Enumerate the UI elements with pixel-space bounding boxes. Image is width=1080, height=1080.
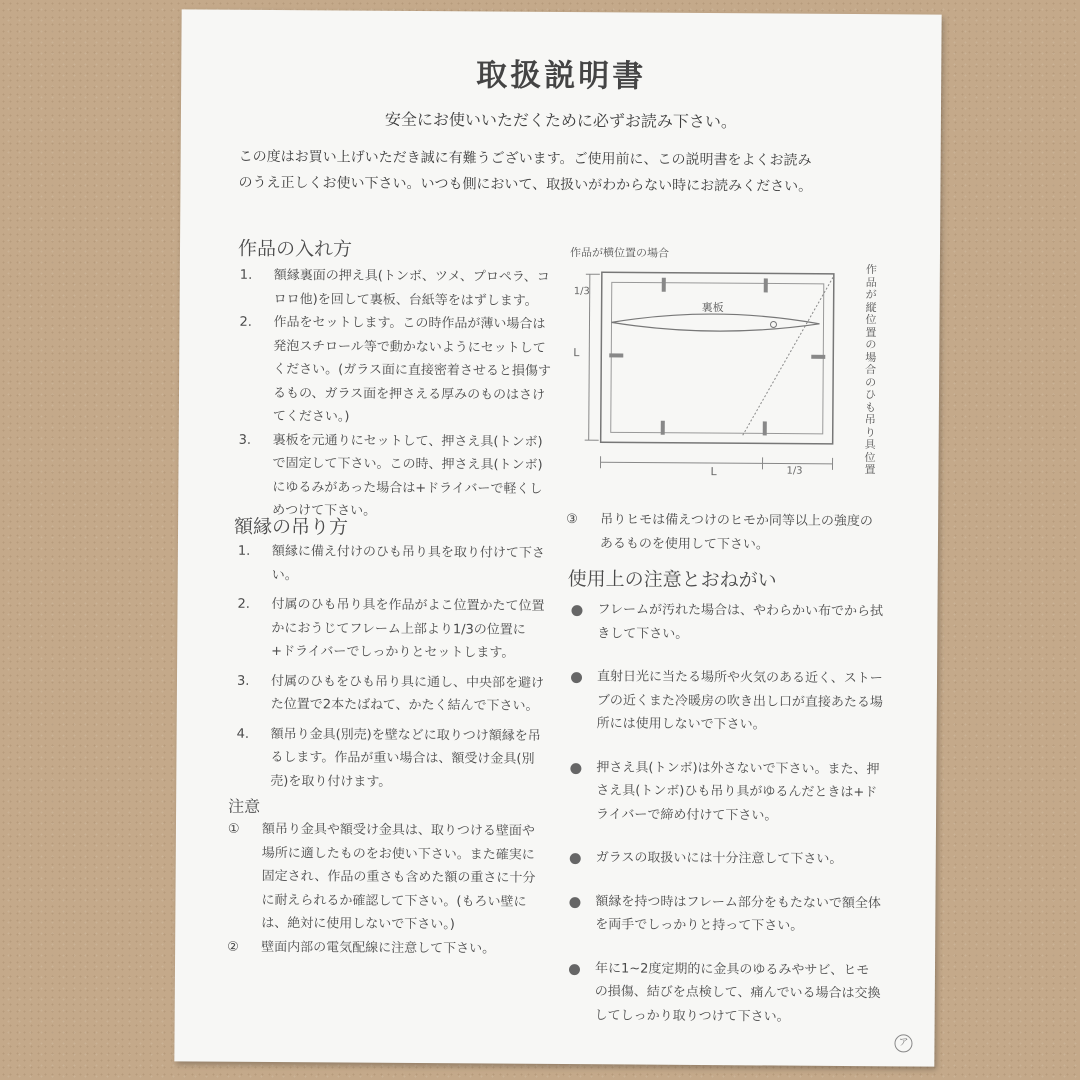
list-item	[565, 598, 883, 647]
item-text: 吊りヒモは備えつけのヒモか同等以上の強度のあるものを使用して下さい。	[599, 512, 873, 552]
diagram-caption: 作品が横位置の場合	[569, 246, 670, 260]
item-number: ②	[227, 939, 239, 955]
vertical-position-label: 作品が縦位置の場合のひも吊り具位置	[864, 263, 877, 477]
list-item	[564, 846, 882, 872]
list-item	[236, 722, 544, 795]
intro-line: この度はお買い上げいただき誠に有難うございます。ご使用前に、この説明書をよくお読み	[238, 148, 812, 169]
item-text: 直射日光に当たる場所や火気のある近く、ストーブの近くまた冷暖房の吹き出し口が直接あたる場所には使用しないで下さい。	[596, 669, 883, 733]
hang-list	[236, 540, 546, 795]
caution-heading: 注意	[228, 796, 261, 816]
list-item	[563, 890, 881, 939]
list-item	[239, 311, 552, 431]
item-text: ガラスの取扱いには十分注意して下さい。	[595, 850, 843, 867]
hang-heading: 額縁の吊り方	[233, 515, 349, 539]
publisher-mark-icon: ア	[894, 1034, 912, 1052]
list-item	[237, 669, 545, 718]
item-number: 1.	[239, 267, 253, 283]
item-text: 押さえ具(トンボ)は外さないで下さい。また、押さえ具(トンボ)ひも吊り具がゆるんだときは+ドライバーで締め付けて下さい。	[596, 759, 880, 824]
bullet-icon	[564, 756, 596, 827]
dim-L-horizontal: L	[710, 465, 717, 479]
usage-heading: 使用上の注意とおねがい	[567, 568, 777, 592]
list-item	[237, 593, 545, 666]
item-number: 1.	[237, 543, 251, 559]
item-text: 額吊り金具(別売)を壁などに取りつけ額縁を吊るします。作品が重い場合は、額受け金具(別売)を取り付けます。	[270, 726, 541, 790]
intro-line: のうえ正しくお使い下さい。いつも側において、取扱いがわからない時にお読みください。	[238, 174, 813, 195]
bullet-icon	[563, 890, 595, 937]
intro-text	[238, 144, 898, 201]
caution-list-continued	[566, 508, 882, 557]
usage-list	[562, 598, 883, 1049]
item-number: 4.	[236, 726, 250, 742]
document-title: 取扱説明書	[476, 57, 647, 95]
frame-drawing	[564, 234, 886, 486]
dim-third-vertical: 1/3	[573, 286, 590, 298]
list-item	[564, 756, 882, 829]
dim-third-horizontal: 1/3	[786, 465, 803, 477]
item-text: 額縁裏面の押え具(トンボ、ツメ、プロペラ、コロロ他)を回して裏板、台紙等をはずします。	[273, 268, 550, 309]
item-text: 壁面内部の電気配線に注意して下さい。	[261, 939, 496, 957]
list-item	[563, 957, 881, 1030]
item-text: 年に1~2度定期的に金具のゆるみやサビ、ヒモの損傷、結びを点検して、痛んでいる場合は交換してしっかり取りつけて下さい。	[594, 960, 881, 1025]
frame-outer	[601, 272, 834, 444]
item-text: 裏板を元通りにセットして、押さえ具(トンボ)で固定して下さい。この時、押さえ具(トンボ)にゆるみがあった場合は+ドライバーで軽くしめつけて下さい。	[272, 432, 543, 519]
dim-L-vertical: L	[573, 346, 580, 360]
width-dim-line	[601, 462, 833, 464]
instruction-sheet	[174, 9, 941, 1066]
board-label: 裏板	[701, 300, 724, 315]
bullet-icon	[565, 665, 597, 736]
caution-list	[227, 818, 546, 961]
string-knot	[770, 321, 776, 327]
item-number: 3.	[238, 432, 252, 448]
item-number: 3.	[236, 673, 250, 689]
item-number: 2.	[237, 596, 250, 612]
list-item	[227, 818, 546, 938]
item-text: フレームが汚れた場合は、やわらかい布でから拭きして下さい。	[597, 602, 884, 642]
frame-diagram	[564, 234, 886, 486]
bullet-icon	[563, 957, 595, 1028]
list-item	[240, 264, 552, 313]
list-item	[565, 665, 883, 738]
bullet-icon	[564, 846, 596, 870]
list-item	[227, 935, 545, 961]
list-item	[238, 540, 546, 589]
item-text: 付属のひも吊り具を作品がよこ位置かたて位置かにおうじてフレーム上部より1/3の位置に+ドライバーでしっかりとセットします。	[271, 597, 545, 661]
item-text: 額吊り金具や額受け金具は、取りつける壁面や場所に適したものをお使い下さい。また確実に固定され、作品の重さも含めた額の重さに十分に耐えられるか確認して下さい。(もろい壁には、絶対に使用しないで下さい。)	[261, 821, 536, 933]
item-number: ③	[566, 512, 578, 528]
item-number: 2.	[239, 314, 252, 330]
insert-list	[238, 264, 552, 525]
document-subtitle: 安全にお使いいただくために必ずお読み下さい。	[384, 109, 737, 132]
list-item	[566, 508, 882, 557]
insert-heading: 作品の入れ方	[237, 237, 353, 261]
item-text: 額縁に備え付けのひも吊り具を取り付けて下さい。	[271, 544, 545, 583]
bullet-icon	[565, 598, 597, 645]
item-text: 額縁を持つ時はフレーム部分をもたないで額全体を両手でしっかりと持って下さい。	[595, 893, 881, 934]
item-text: 作品をセットします。この時作品が薄い場合は発泡スチロール等で動かないようにセットしてください。(ガラス面に直接密着させると損傷するもの、ガラス面を押さえる厚みのものはさけてください。)	[272, 315, 551, 425]
hanging-string	[611, 313, 819, 331]
item-text: 付属のひもをひも吊り具に通し、中央部を避けた位置で2本たばねて、かたく結んで下さい。	[270, 673, 545, 714]
height-dim-line	[589, 274, 590, 440]
item-number: ①	[227, 821, 240, 837]
list-item	[238, 428, 551, 524]
